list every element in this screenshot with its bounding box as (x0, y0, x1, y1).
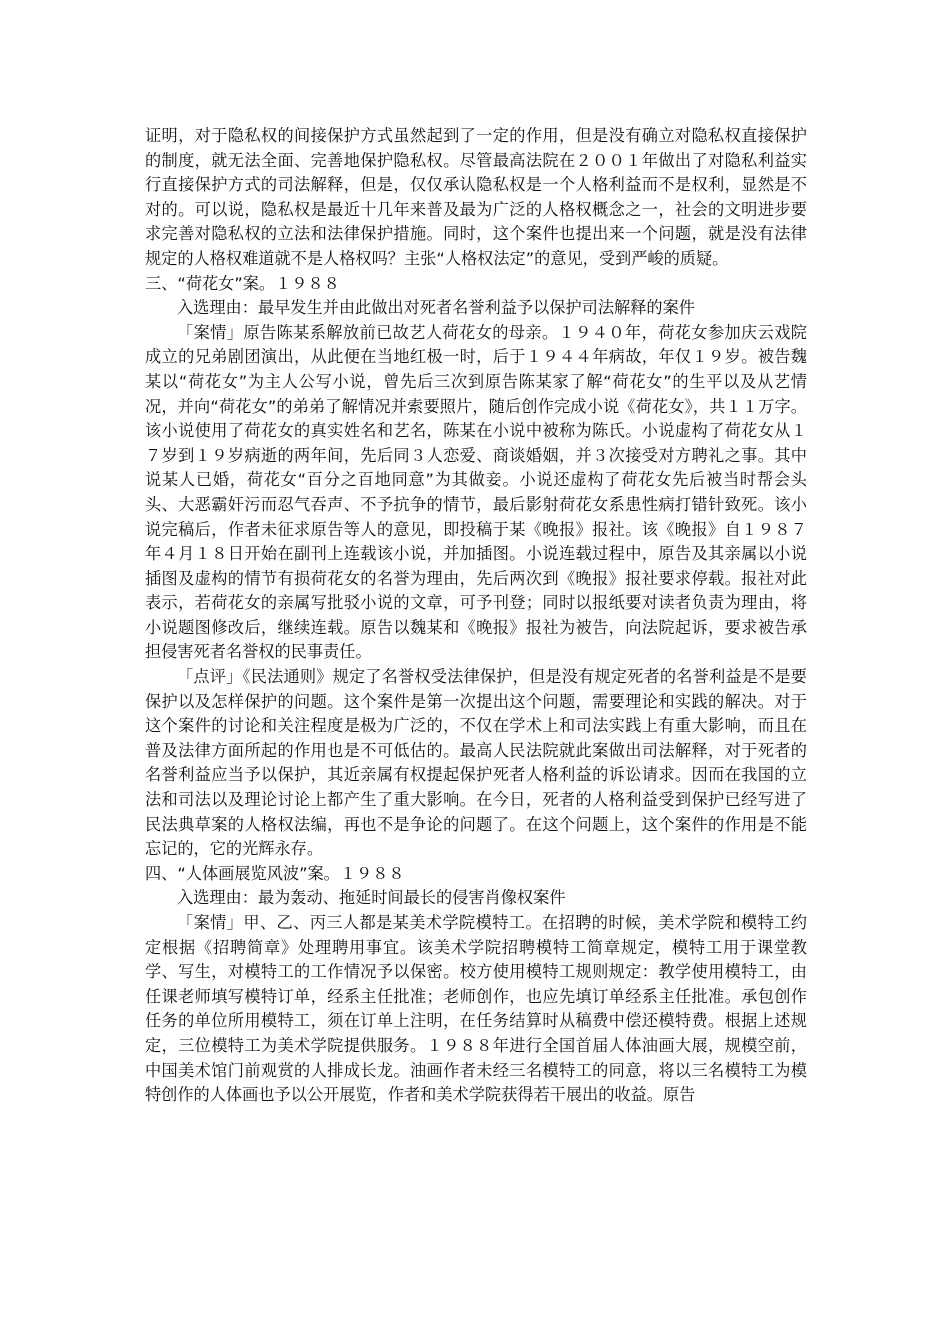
paragraph-selection-reason-painting: 入选理由：最为轰动、拖延时间最长的侵害肖像权案件 (177, 888, 566, 908)
section-heading-nude-painting-case: 四、“人体画展览风波”案。１９８８ (145, 863, 405, 883)
paragraph-selection-reason-lotus: 入选理由：最早发生并由此做出对死者名誉利益予以保护司法解释的案件 (177, 298, 695, 318)
paragraph-privacy-conclusion: 证明，对于隐私权的间接保护方式虽然起到了一定的作用，但是没有确立对隐私权直接保护的制度，就无法全面、完善地保护隐私权。尽管最高法院在２００１年做出了对隐私利益实行直接保护方式的司法解释，但是，仅仅承认隐私权是一个人格利益而不是权利，显然是不对的。可以说，隐私权是最近十几年来普及最为广泛的人格权概念之一，社会的文明进步要求完善对隐私权的立法和法律保护措施。同时，这个案件也提出来一个问题，就是没有法律规定的人格权难道就不是人格权吗？主张“人格权法定”的意见，受到严峻的质疑。 (145, 126, 807, 268)
document-page (145, 124, 807, 1108)
paragraph-case-facts-lotus: 「案情」原告陈某系解放前已故艺人荷花女的母亲。１９４０年，荷花女参加庆云戏院成立的兄弟剧团演出，从此便在当地红极一时，后于１９４４年病故，年仅１９岁。被告魏某以“荷花女”为主人公写小说，曾先后三次到原告陈某家了解“荷花女”的生平以及从艺情况，并向“荷花女”的弟弟了解情况并索要照片，随后创作完成小说《荷花女》，共１１万字。该小说使用了荷花女的真实姓名和艺名，陈某在小说中被称为陈氏。小说虚构了荷花女从１７岁到１９岁病逝的两年间，先后同３人恋爱、商谈婚姻，并３次接受对方聘礼之事。其中说某人已婚，荷花女“百分之百地同意”为其做妾。小说还虚构了荷花女先后被当时帮会头头、大恶霸奸污而忍气吞声、不予抗争的情节，最后影射荷花女系患性病打错针致死。该小说完稿后，作者未征求原告等人的意见，即投稿于某《晚报》报社。该《晚报》自１９８７年４月１８日开始在副刊上连载该小说，并加插图。小说连载过程中，原告及其亲属以小说插图及虚构的情节有损荷花女的名誉为理由，先后两次到《晚报》报社要求停载。报社对此表示，若荷花女的亲属写批驳小说的文章，可予刊登；同时以报纸要对读者负责为理由，将小说题图修改后，继续连载。原告以魏某和《晚报》报社为被告，向法院起诉，要求被告承担侵害死者名誉权的民事责任。 (145, 322, 807, 662)
paragraph-case-facts-painting: 「案情」甲、乙、丙三人都是某美术学院模特工。在招聘的时候，美术学院和模特工约定根据《招聘简章》处理聘用事宜。该美术学院招聘模特工简章规定，模特工用于课堂教学、写生，对模特工的工作情况予以保密。校方使用模特工规则规定：教学使用模特工，由任课老师填写模特订单，经系主任批准；老师创作，也应先填订单经系主任批准。承包创作任务的单位所用模特工，须在订单上注明，在任务结算时从稿费中偿还模特费。根据上述规定，三位模特工为美术学院提供服务。１９８８年进行全国首届人体油画大展，规模空前，中国美术馆门前观赏的人排成长龙。油画作者未经三名模特工的同意，将以三名模特工为模特创作的人体画也予以公开展览，作者和美术学院获得若干展出的收益。原告 (145, 913, 807, 1105)
section-heading-lotus-girl-case: 三、“荷花女”案。１９８８ (145, 273, 340, 293)
paragraph-commentary-lotus: 「点评」《民法通则》规定了名誉权受法律保护，但是没有规定死者的名誉利益是不是要保护以及怎样保护的问题。这个案件是第一次提出这个问题，需要理论和实践的解决。对于这个案件的讨论和关注程度是极为广泛的，不仅在学术上和司法实践上有重大影响，而且在普及法律方面所起的作用也是不可低估的。最高人民法院就此案做出司法解释，对于死者的名誉利益应当予以保护，其近亲属有权提起保护死者人格利益的诉讼请求。因而在我国的立法和司法以及理论讨论上都产生了重大影响。在今日，死者的人格利益受到保护已经写进了民法典草案的人格权法编，再也不是争论的问题了。在这个问题上，这个案件的作用是不能忘记的，它的光辉永存。 (145, 667, 807, 859)
